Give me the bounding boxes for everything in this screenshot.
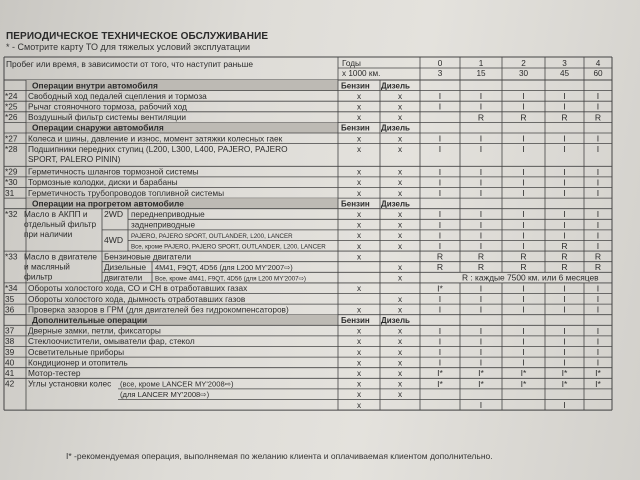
item-a1-value-0: I bbox=[438, 91, 442, 102]
item32-1-value-4: I bbox=[596, 219, 600, 230]
item32-0-value-1: I bbox=[479, 209, 483, 220]
item33-0-value-4: R bbox=[594, 251, 602, 262]
item33-0-value-1: R bbox=[477, 251, 485, 262]
item-b8-value-0: I* bbox=[437, 368, 443, 379]
item-b4-value-3: I bbox=[563, 325, 566, 336]
item33-1-value-2: R bbox=[520, 262, 527, 273]
item33-text-0: Масло в двигателе bbox=[24, 251, 97, 262]
item-b1-value-2: I bbox=[522, 294, 525, 304]
item-a7-value-1: I bbox=[479, 166, 483, 177]
item-number-a1: *24 bbox=[5, 90, 18, 101]
item32-2-diesel-mark: x bbox=[397, 231, 403, 241]
item42-number: 42 bbox=[5, 378, 15, 389]
item33-sub-label-0: Бензиновые двигатели bbox=[104, 252, 192, 262]
item-b6-diesel-mark: x bbox=[397, 347, 403, 357]
item-a9-diesel-mark: x bbox=[397, 188, 403, 198]
item-b8-diesel-mark: x bbox=[397, 369, 403, 378]
item-b8-value-3: I* bbox=[561, 368, 568, 379]
item-a6-value-3: I bbox=[563, 144, 566, 155]
item-text-b1: Обороты холостого хода, дымность отработавших газов bbox=[28, 293, 246, 304]
item42-0-petrol-mark: x bbox=[356, 379, 362, 389]
item-b5-petrol-mark: x bbox=[356, 337, 362, 347]
item-number-a3: *26 bbox=[5, 112, 18, 123]
item33-1-value-1: R bbox=[477, 262, 485, 273]
item32-1-value-1: I bbox=[479, 219, 483, 230]
item-a3-value-3: R bbox=[561, 112, 568, 123]
item-text-b0: Обороты холостого хода, СО и СН в отработавших газах bbox=[28, 283, 248, 294]
section-petrol-label: Бензин bbox=[341, 199, 370, 209]
item-b6-petrol-mark: x bbox=[356, 347, 362, 357]
item-a2-value-0: I bbox=[438, 101, 442, 112]
item32-3-value-2: I bbox=[522, 241, 525, 251]
item32-0-value-0: I bbox=[438, 209, 442, 220]
period-label: Пробег или время, в зависимости от того, что наступит раньше bbox=[6, 59, 254, 69]
item32-sub-label-2: PAJERO, PAJERO SPORT, OUTLANDER, L200, LANCER bbox=[131, 233, 293, 241]
item-number-b5: 38 bbox=[5, 336, 15, 347]
item33-sub-label-1: Дизельные bbox=[104, 262, 147, 272]
item32-3-value-1: I bbox=[479, 241, 483, 251]
item-a6-value-1: I bbox=[479, 144, 483, 155]
item32-0-value-2: I bbox=[522, 209, 525, 220]
footnote: I* -рекомендуемая операция, выполняемая по желанию клиента и оплачиваемая клиентом дополнительно. bbox=[66, 451, 493, 461]
item-a7-value-4: I bbox=[596, 166, 600, 177]
item32-1-diesel-mark: x bbox=[397, 220, 403, 230]
item-b2-value-0: I bbox=[438, 304, 442, 315]
section-diesel-label: Дизель bbox=[381, 316, 410, 325]
item-a5-diesel-mark: x bbox=[397, 134, 403, 144]
item-a9-value-4: I bbox=[596, 188, 600, 198]
item33-0-value-0: R bbox=[436, 251, 444, 262]
item42-2-value-1: I bbox=[479, 400, 483, 410]
item-text-a1: Свободный ход педалей сцепления и тормоза bbox=[28, 90, 207, 101]
km-label: х 1000 км. bbox=[342, 69, 381, 78]
item-a2-value-2: I bbox=[522, 101, 525, 112]
item42-0-value-3: I* bbox=[561, 378, 568, 389]
item32-1-value-2: I bbox=[522, 219, 525, 230]
item42-1-petrol-mark: x bbox=[356, 390, 362, 400]
item33-0-petrol-mark: x bbox=[356, 252, 362, 262]
item-text-a9: Герметичность трубопроводов топливной системы bbox=[28, 187, 225, 198]
item-b4-value-0: I bbox=[438, 325, 442, 336]
item-number-a2: *25 bbox=[5, 101, 18, 112]
section-title-b3: Дополнительные операции bbox=[32, 315, 148, 325]
item-b7-value-4: I bbox=[596, 357, 600, 368]
item-b0-value-0: I* bbox=[437, 283, 443, 294]
item-a7-value-3: I bbox=[563, 166, 566, 177]
section-diesel-label: Дизель bbox=[381, 81, 410, 91]
item-a2-value-1: I bbox=[479, 101, 483, 112]
item-text-b2: Проверка зазоров в ГРМ (для двигателей без гидрокомпенсаторов) bbox=[28, 304, 289, 315]
item33-sub-detail-2: Все, кроме 4М41, F9QT, 4D56 (для L200 МY'2007⇨) bbox=[155, 275, 307, 283]
item-b1-value-1: I bbox=[479, 294, 483, 304]
section-diesel-label: Дизель bbox=[381, 199, 410, 209]
item-text-a8: Тормозные колодки, диски и барабаны bbox=[28, 177, 178, 188]
item32-0-value-3: I bbox=[563, 209, 566, 220]
item-b8-petrol-mark: x bbox=[356, 369, 362, 378]
item32-group-2: 4WD bbox=[104, 234, 124, 245]
item-b0-value-3: I bbox=[563, 283, 566, 294]
item42-2-petrol-mark: x bbox=[356, 400, 362, 410]
item-b1-diesel-mark: x bbox=[397, 294, 403, 304]
item-a8-value-0: I bbox=[438, 177, 442, 188]
item32-0-diesel-mark: x bbox=[397, 210, 403, 219]
item-b7-value-2: I bbox=[522, 357, 525, 368]
section-petrol-label: Бензин bbox=[341, 316, 370, 325]
item42-text: Углы установки колес bbox=[28, 378, 112, 389]
item-b5-value-2: I bbox=[522, 336, 525, 347]
section-title-a4: Операции снаружи автомобиля bbox=[32, 122, 164, 133]
item-text-b4: Дверные замки, петли, фиксаторы bbox=[28, 325, 161, 336]
item-number-a8: *30 bbox=[5, 177, 18, 188]
item-a8-diesel-mark: x bbox=[397, 178, 403, 188]
item-a3-petrol-mark: x bbox=[356, 113, 362, 123]
item-a5-value-2: I bbox=[522, 133, 525, 144]
item-a3-value-1: R bbox=[477, 112, 485, 123]
item-b2-value-1: I bbox=[479, 304, 483, 315]
page-title: ПЕРИОДИЧЕСКОЕ ТЕХНИЧЕСКОЕ ОБСЛУЖИВАНИЕ bbox=[6, 31, 269, 42]
item32-text-1: отдельный фильтр bbox=[24, 219, 97, 229]
section-title-a10: Операции на прогретом автомобиле bbox=[32, 198, 184, 209]
item32-3-value-3: R bbox=[561, 241, 568, 251]
item32-text-0: Масло в АКПП и bbox=[24, 209, 88, 219]
item-b7-diesel-mark: x bbox=[397, 358, 403, 368]
item-a7-value-0: I bbox=[438, 166, 442, 177]
item-number-b7: 40 bbox=[5, 357, 15, 368]
item42-1-diesel-mark: x bbox=[397, 390, 403, 400]
item32-1-value-0: I bbox=[438, 219, 442, 230]
item-a9-value-3: I bbox=[563, 188, 566, 198]
item-a9-petrol-mark: x bbox=[356, 188, 362, 198]
km-2: 30 bbox=[518, 69, 529, 78]
item32-2-value-2: I bbox=[522, 230, 525, 241]
item-text-b6: Осветительные приборы bbox=[28, 346, 125, 357]
item-b4-value-4: I bbox=[596, 325, 600, 336]
item-b7-petrol-mark: x bbox=[356, 358, 362, 368]
item-number-b4: 37 bbox=[5, 325, 15, 336]
item42-0-value-1: I* bbox=[478, 378, 484, 389]
item-b8-value-2: I* bbox=[520, 368, 527, 379]
item-b4-value-2: I bbox=[522, 325, 525, 336]
item-a5-value-4: I bbox=[596, 133, 600, 144]
item-text-a7: Герметичность шлангов тормозной системы bbox=[28, 166, 199, 177]
item-text-b5: Стеклоочистители, омыватели фар, стекол bbox=[28, 336, 195, 347]
item-b0-value-4: I bbox=[596, 283, 600, 294]
item-number-a5: *27 bbox=[5, 133, 18, 144]
item-a9-value-0: I bbox=[438, 188, 442, 198]
item-text-a6-a: Подшипники передних ступиц (L200, L300, L400, PAJERO, PAJERO bbox=[28, 143, 288, 154]
item-b2-value-3: I bbox=[563, 304, 566, 315]
item-b6-value-3: I bbox=[563, 347, 566, 357]
item-a5-value-3: I bbox=[563, 133, 566, 144]
item-a7-diesel-mark: x bbox=[397, 167, 403, 177]
item32-text-2: при наличии bbox=[24, 229, 73, 239]
year-2: 2 bbox=[521, 59, 526, 68]
item-b7-value-3: I bbox=[563, 357, 566, 368]
item32-2-value-3: I bbox=[563, 230, 566, 241]
item-b6-value-4: I bbox=[596, 347, 600, 357]
item-a3-value-4: R bbox=[594, 112, 602, 123]
item32-sub-label-1: заднеприводные bbox=[131, 220, 196, 230]
item-b2-diesel-mark: x bbox=[397, 305, 403, 315]
item-b1-value-4: I bbox=[596, 294, 600, 304]
item32-0-value-4: I bbox=[596, 209, 600, 220]
item-text-a2: Рычаг стояночного тормоза, рабочий ход bbox=[28, 101, 187, 112]
item-a1-value-2: I bbox=[522, 91, 525, 102]
item-number-b2: 36 bbox=[5, 304, 15, 315]
item33-0-value-3: R bbox=[561, 251, 568, 262]
item42-sub-label-0: (все, кроме LANCER МY'2008⇨) bbox=[120, 379, 234, 389]
item42-sub-label-1: (для LANCER МY'2008⇨) bbox=[120, 390, 210, 400]
section-petrol-label: Бензин bbox=[341, 81, 370, 91]
item-a1-value-4: I bbox=[596, 91, 600, 102]
item-a1-diesel-mark: x bbox=[397, 91, 403, 101]
item-number-b8: 41 bbox=[5, 368, 15, 378]
item-b5-value-3: I bbox=[563, 336, 566, 347]
item33-1-value-0: R bbox=[436, 262, 444, 273]
item32-3-value-4: I bbox=[596, 241, 600, 251]
section-petrol-label: Бензин bbox=[341, 123, 370, 133]
item-b7-value-1: I bbox=[479, 357, 483, 368]
item-b4-diesel-mark: x bbox=[397, 326, 403, 336]
item-a2-petrol-mark: x bbox=[356, 102, 362, 112]
item32-3-diesel-mark: x bbox=[397, 241, 403, 251]
item-number-b0: *34 bbox=[5, 283, 18, 294]
item-b0-value-1: I bbox=[479, 283, 483, 294]
item33-sub-detail-1: 4М41, F9QT, 4D56 (для L200 МY'2007⇨) bbox=[155, 262, 293, 272]
item-text-a6-b: SPORT, PALERO PININ) bbox=[28, 153, 121, 164]
item-b5-value-1: I bbox=[479, 336, 483, 347]
item-a6-petrol-mark: x bbox=[356, 144, 362, 154]
item-a8-value-2: I bbox=[522, 177, 525, 188]
item-number-b1: 35 bbox=[5, 293, 15, 304]
item42-0-value-0: I* bbox=[437, 378, 443, 389]
item-b6-value-2: I bbox=[522, 347, 525, 357]
item-b5-value-4: I bbox=[596, 336, 600, 347]
item33-text-2: фильтр bbox=[24, 271, 53, 282]
item-number-a9: 31 bbox=[5, 187, 15, 198]
item-number-a6: *28 bbox=[5, 143, 18, 154]
item-b1-value-3: I bbox=[563, 294, 566, 304]
item32-2-petrol-mark: x bbox=[356, 231, 362, 241]
item42-0-value-2: I* bbox=[520, 378, 527, 389]
item-b6-value-1: I bbox=[479, 347, 483, 357]
year-4: 4 bbox=[595, 59, 601, 68]
item-a1-value-1: I bbox=[479, 91, 483, 102]
item42-2-value-3: I bbox=[563, 400, 566, 410]
item-a6-value-4: I bbox=[596, 144, 600, 155]
item32-3-value-0: I bbox=[438, 241, 442, 251]
item-a6-diesel-mark: x bbox=[397, 144, 403, 154]
item-b2-petrol-mark: x bbox=[356, 305, 362, 315]
item-a8-petrol-mark: x bbox=[356, 178, 362, 188]
section-diesel-label: Дизель bbox=[381, 123, 410, 133]
item-a2-value-3: I bbox=[563, 101, 566, 112]
item-b5-value-0: I bbox=[438, 336, 442, 347]
km-1: 15 bbox=[476, 69, 486, 78]
item33-sub-label-2: двигатели bbox=[104, 273, 143, 283]
item42-0-value-4: I* bbox=[595, 378, 601, 389]
item32-1-value-3: I bbox=[563, 219, 566, 230]
item-a1-petrol-mark: x bbox=[356, 91, 362, 101]
year-1: 1 bbox=[478, 59, 484, 68]
item-b2-value-4: I bbox=[596, 304, 600, 315]
years-label: Годы bbox=[342, 59, 361, 68]
section-title-a0: Операции внутри автомобиля bbox=[32, 80, 158, 91]
item-b8-value-4: I* bbox=[595, 368, 601, 379]
item-a9-value-2: I bbox=[522, 188, 525, 198]
item33-0-value-2: R bbox=[520, 251, 527, 262]
item33-1-diesel-mark: x bbox=[397, 263, 403, 272]
item-a5-petrol-mark: x bbox=[356, 134, 362, 144]
item33-number: *33 bbox=[5, 251, 18, 262]
item-text-a3: Воздушный фильтр системы вентиляции bbox=[28, 112, 187, 123]
item32-sub-label-0: переднеприводные bbox=[131, 209, 205, 219]
item-a6-value-2: I bbox=[522, 144, 525, 155]
item32-group-0: 2WD bbox=[104, 209, 124, 220]
item-b8-value-1: I* bbox=[478, 368, 484, 379]
item-a5-value-1: I bbox=[479, 133, 483, 144]
item33-text-1: и масляный bbox=[24, 261, 70, 272]
item-b0-petrol-mark: x bbox=[356, 284, 362, 294]
item-a5-value-0: I bbox=[438, 133, 442, 144]
item-a9-value-1: I bbox=[479, 188, 483, 198]
item33-2-diesel-mark: x bbox=[397, 273, 403, 283]
page-subtitle: * - Смотрите карту ТО для тяжелых условий эксплуатации bbox=[6, 42, 251, 52]
item32-2-value-0: I bbox=[438, 230, 442, 241]
item32-sub-label-3: Все, кроме PAJERO, PAJERO SPORT, OUTLANDER, L200, LANCER bbox=[131, 243, 326, 251]
item-a8-value-4: I bbox=[596, 177, 600, 188]
km-0: 3 bbox=[437, 69, 443, 78]
item32-0-petrol-mark: x bbox=[356, 210, 362, 219]
item-b1-value-0: I bbox=[438, 294, 442, 304]
item-a7-petrol-mark: x bbox=[356, 167, 362, 177]
item-a1-value-3: I bbox=[563, 91, 566, 102]
item32-1-petrol-mark: x bbox=[356, 220, 362, 230]
item-a7-value-2: I bbox=[522, 166, 525, 177]
item-text-a5: Колеса и шины, давление и износ, момент затяжки колесных гаек bbox=[28, 133, 283, 144]
item33-merged-note: R : каждые 7500 км. или 6 месяцев bbox=[462, 272, 599, 283]
item32-2-value-4: I bbox=[596, 230, 600, 241]
item32-number: *32 bbox=[5, 209, 18, 219]
item-b4-value-1: I bbox=[479, 325, 483, 336]
item-number-b6: 39 bbox=[5, 346, 15, 357]
item-a8-value-1: I bbox=[479, 177, 483, 188]
year-0: 0 bbox=[437, 59, 443, 68]
item-b0-value-2: I bbox=[522, 283, 525, 294]
item-a6-value-0: I bbox=[438, 144, 442, 155]
item32-3-petrol-mark: x bbox=[356, 241, 362, 251]
item-b7-value-0: I bbox=[438, 357, 442, 368]
item33-1-value-4: R bbox=[594, 262, 602, 273]
year-3: 3 bbox=[562, 59, 567, 68]
item-a8-value-3: I bbox=[563, 177, 566, 188]
item-a3-diesel-mark: x bbox=[397, 113, 403, 123]
km-3: 45 bbox=[559, 69, 570, 78]
item-a2-diesel-mark: x bbox=[397, 102, 403, 112]
item-text-b7: Кондиционер и отопитель bbox=[28, 357, 128, 368]
item-b2-value-2: I bbox=[522, 304, 525, 315]
km-4: 60 bbox=[593, 69, 603, 78]
item32-2-value-1: I bbox=[479, 230, 483, 241]
item-number-a7: *29 bbox=[5, 166, 18, 177]
item42-0-diesel-mark: x bbox=[397, 379, 403, 389]
item-b5-diesel-mark: x bbox=[397, 337, 403, 347]
item-b4-petrol-mark: x bbox=[356, 326, 362, 336]
item-a2-value-4: I bbox=[596, 101, 600, 112]
item-b6-value-0: I bbox=[438, 347, 442, 357]
item33-1-value-3: R bbox=[561, 262, 568, 273]
item-a3-value-2: R bbox=[520, 112, 527, 123]
item-text-b8: Мотор-тестер bbox=[28, 368, 81, 378]
